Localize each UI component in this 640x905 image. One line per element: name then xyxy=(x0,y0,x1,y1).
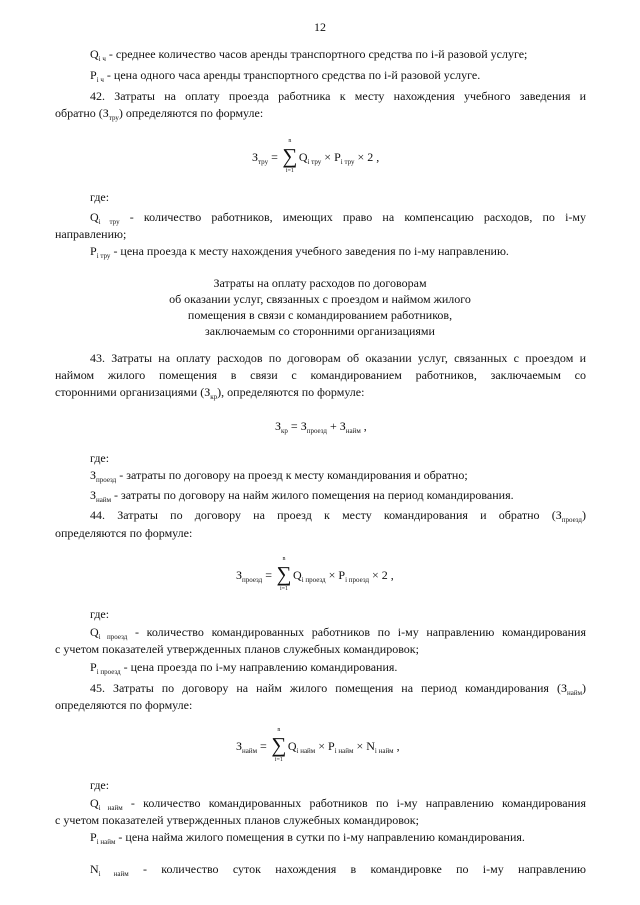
section-heading-line4: заключаемым со сторонними организациями xyxy=(205,324,435,338)
definition-z-proezd: $З_{проезд}$ - затраты по договору на проезд к месту командирования и обратно; xyxy=(90,468,468,484)
paragraph-45-line2: определяются по формуле: xyxy=(55,698,193,712)
definition-q-tru-cont: направлению; xyxy=(55,227,127,241)
formula-tru: $З_{тру}$ = n ∑ i=1 $Q_{i тру} \times P_{i тру} \times 2$ , xyxy=(252,138,380,174)
definition-q-proezd-cont: с учетом показателей утвержденных планов служебных командировок; xyxy=(55,642,419,656)
definition-q-naim-cont: с учетом показателей утвержденных планов служебных командировок; xyxy=(55,813,419,827)
paragraph-42-line1: 42. Затраты на оплату проезда работника к месту нахождения учебного заведения и xyxy=(90,89,586,103)
paragraph-43-line3: сторонними организациями $(З_{кр})$, определяются по формуле: xyxy=(55,385,365,401)
paragraph-43-line1: 43. Затраты на оплату расходов по договорам об оказании услуг, связанных с проездом и xyxy=(90,351,586,365)
formula-proezd: $З_{проезд}$ = n ∑ i=1 $Q_{i проезд} \times P_{i проезд} \times 2$ , xyxy=(236,556,394,592)
section-heading-line2: об оказании услуг, связанных с проездом и наймом жилого xyxy=(169,292,471,306)
paragraph-44-line2: определяются по формуле: xyxy=(55,526,193,540)
section-heading-line3: помещения в связи с командированием работников, xyxy=(187,308,453,322)
definition-q-naim: $Q_{i найм}$ - количество командированных работников по i-му направлению командирования xyxy=(90,796,586,812)
formula-naim: $З_{найм}$ = n ∑ i=1 $Q_{i найм} \times P_{i найм} \times N_{i найм}$ , xyxy=(236,727,400,763)
definition-q-proezd: $Q_{i проезд}$ - количество командированных работников по i-му направлению командирования xyxy=(90,625,586,641)
definition-n-naim: $N_{i найм}$ - количество суток нахождения в командировке по i-му направлению xyxy=(90,862,586,878)
where-label-4: где: xyxy=(90,778,110,792)
paragraph-42-line2: обратно $(З_{тру})$ определяются по формуле: xyxy=(55,106,264,122)
definition-p-hour: $P_{i ч}$ - цена одного часа аренды транспортного средства по i-й разовой услуге. xyxy=(90,68,481,84)
paragraph-44-line1: 44. Затраты по договору на проезд к месту командирования и обратно $(З_{проезд})$ xyxy=(90,508,586,524)
definition-p-tru: $P_{i тру}$ - цена проезда к месту нахождения учебного заведения по i-му направлению. xyxy=(90,244,509,260)
definition-q-tru: $Q_{i тру}$ - количество работников, имеющих право на компенсацию расходов, по i-му xyxy=(90,210,586,226)
paragraph-43-line2: наймом жилого помещения в связи с командированием работников, заключаемым со xyxy=(55,368,586,382)
paragraph-45-line1: 45. Затраты по договору на найм жилого помещения на период командирования $(З_{найм})$ xyxy=(90,681,586,697)
where-label-2: где: xyxy=(90,451,110,465)
definition-p-naim: $P_{i найм}$ - цена найма жилого помещения в сутки по i-му направлению командирования. xyxy=(90,830,525,846)
page-number: 12 xyxy=(314,20,326,34)
definition-z-naim: $З_{найм}$ - затраты по договору на найм жилого помещения на период командирования. xyxy=(90,488,514,504)
where-label-3: где: xyxy=(90,607,110,621)
formula-kr: $З_{кр} = З_{проезд} + З_{найм}$ , xyxy=(275,419,367,435)
where-label-1: где: xyxy=(90,190,110,204)
section-heading-line1: Затраты на оплату расходов по договорам xyxy=(213,276,427,290)
definition-p-proezd: $P_{i проезд}$ - цена проезда по i-му направлению командирования. xyxy=(90,660,398,676)
definition-q-hour: $Q_{i ч}$ - среднее количество часов аренды транспортного средства по i-й разовой услуге; xyxy=(90,47,528,63)
